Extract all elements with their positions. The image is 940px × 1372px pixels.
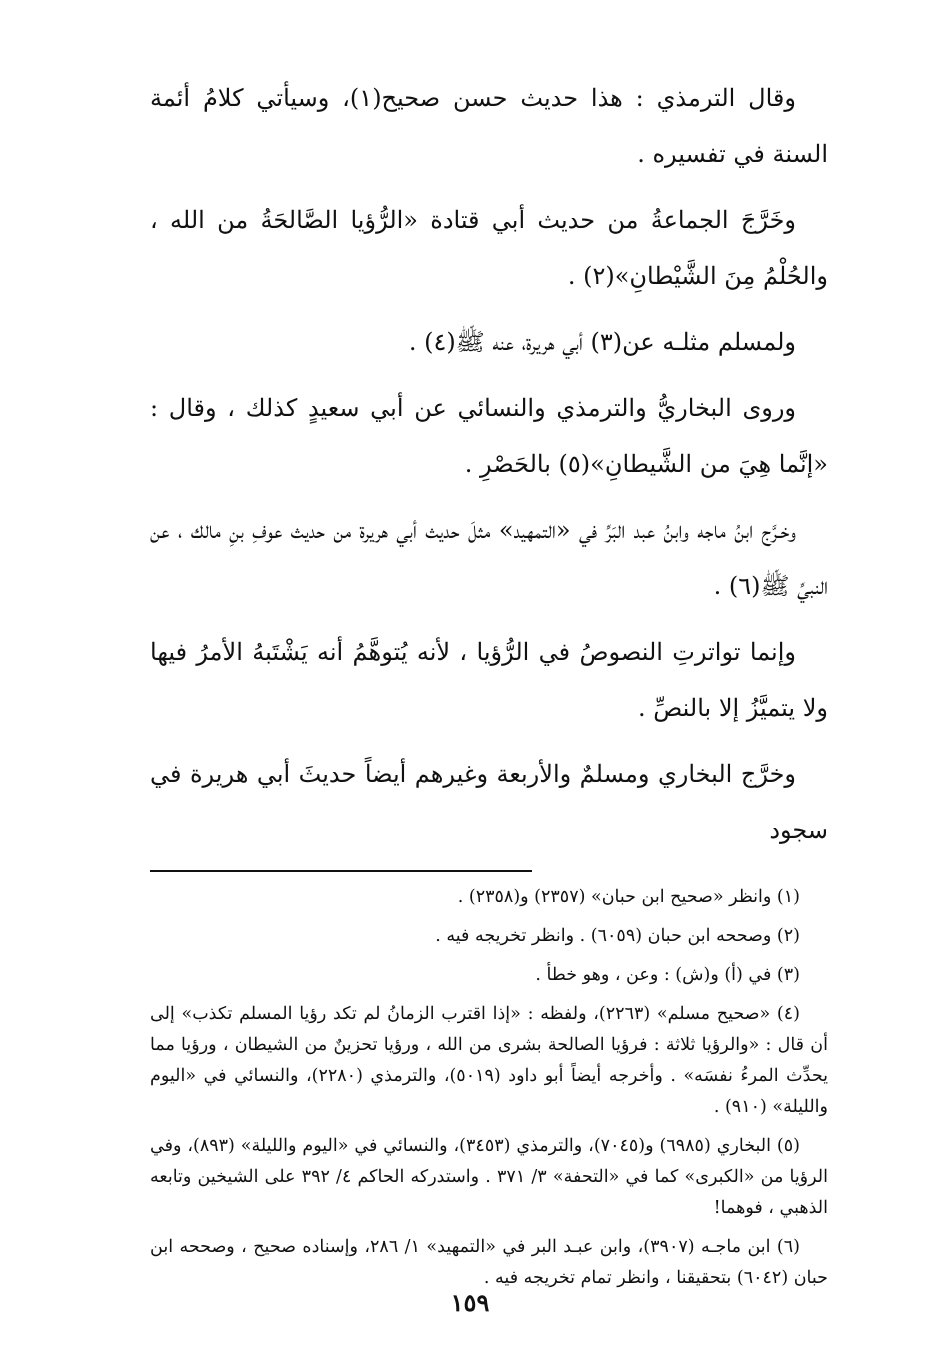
body-paragraph-6: وإنما تواترتِ النصوصُ في الرُّؤيا ، لأنه يُتوهَّمُ أنه يَشْتَبهُ الأمرُ فيها ولا يتميَّزُ إلا بالنصِّ . [150,638,828,722]
body-paragraph-4: وروى البخاريُّ والترمذي والنسائي عن أبي سعيدٍ كذلك ، وقال : «إنَّما هِيَ من الشَّيطانِ»(٥) بالحَصْرِ . [150,394,828,478]
footnote-separator-wrap [150,870,828,872]
body-paragraph-1: وقال الترمذي : هذا حديث حسن صحيح(١)، وسيأتي كلامُ أئمة السنة في تفسيره . [150,84,828,168]
body-paragraph-5: وخـرَّج ابنُ ماجه وابنُ عبد البَرِّ في «التمهيد» مثلَ حديث أبي هريرة من حديث عوفِ بنِ مالك ، عن النبيِّ ﷺ(٦) . [150,516,828,600]
footnote-3: (٣) في (أ) و(ش) : وعن ، وهو خطأ . [535,965,800,985]
page-number: ١٥٩ [450,1288,490,1317]
footnote-separator [150,870,532,872]
footnote-2: (٢) وصححه ابن حبان (٦٠٥٩) . وانظر تخريجه فيه . [435,926,800,946]
page-body [150,70,828,1302]
footnote-5: (٥) البخاري (٦٩٨٥) و(٧٠٤٥)، والترمذي (٣٤٥٣)، والنسائي في «اليوم والليلة» (٨٩٣)، وفي الرؤيا من «الكبرى» كما في «التحفة» ٣/ ٣٧١ . واستدركه الحاكم ٤/ ٣٩٢ على الشيخين وتابعه الذهبي ، فوهما! [150,1136,828,1218]
body-paragraph-2: وخَرَّجَ الجماعةُ من حديث أبي قتادة «الرُّؤيا الصَّالحَةُ من الله ، والحُلْمُ مِنَ الشَّيْطانِ»(٢) . [150,206,828,290]
body-paragraph-3: ولمسلم مثلـه عن(٣) أبي هريرة، عنه ﷺ(٤) . [408,328,796,356]
body-paragraph-7: وخرَّج البخاري ومسلمٌ والأربعة وغيرهم أيضاً حديثَ أبي هريرة في سجود [150,760,828,844]
footnotes [150,882,828,1294]
footnote-4: (٤) «صحيح مسلم» (٢٢٦٣)، ولفظه : «إذا اقترب الزمانُ لم تكد رؤيا المسلم تكذب» إلى أن قال : «والرؤيا ثلاثة : فرؤيا الصالحة بشرى من الله ، ورؤيا تحزينٌ من الشيطان ، ورؤيا مما يحدِّث المرءُ نفسَه» . وأخرجه أيضاً أبو داود (٥٠١٩)، والترمذي (٢٢٨٠)، والنسائي في «اليوم والليلة» (٩١٠) . [150,1004,828,1117]
footnote-6: (٦) ابن ماجـه (٣٩٠٧)، وابن عبـد البر في «التمهيد» ١/ ٢٨٦، وإسناده صحيح ، وصححه ابن حبان (٦٠٤٢) بتحقيقنا ، وانظر تمام تخريجه فيه . [150,1237,828,1288]
footnote-1: (١) وانظر «صحيح ابن حبان» (٢٣٥٧) و(٢٣٥٨) . [457,887,800,907]
